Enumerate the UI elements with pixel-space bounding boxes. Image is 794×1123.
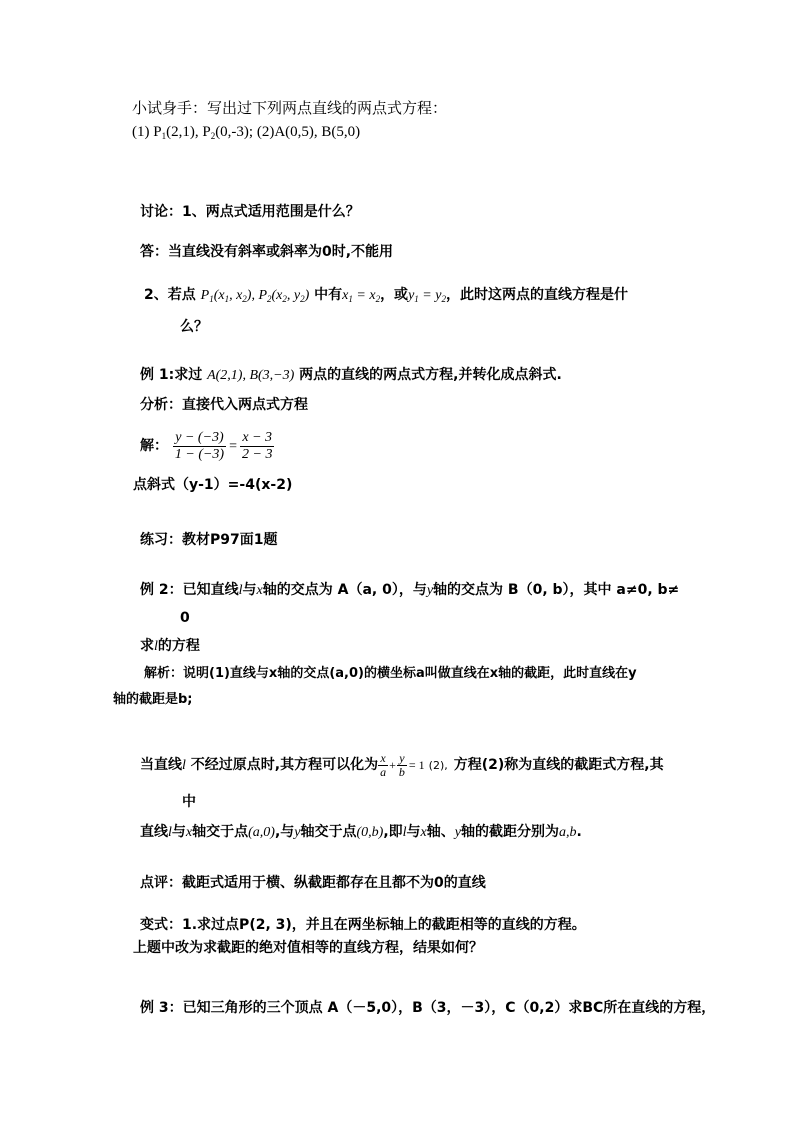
ex1-prefix: 例 1:求过 <box>140 367 203 383</box>
try-p1-label: (1) P <box>132 124 162 140</box>
ex2-mid2: 轴的交点为 A（a, 0），与 <box>262 582 427 598</box>
variant-line2: 上题中改为求截距的绝对值相等的直线方程，结果如何？ <box>133 940 483 956</box>
ex2-prefix: 例 2：已知直线 <box>140 582 239 598</box>
example1-statement <box>140 365 562 386</box>
ex2-mid1: 与 <box>242 582 257 598</box>
try-points <box>132 122 360 142</box>
q2-prefix: 2、若点 <box>144 287 196 303</box>
ex2-y: y <box>426 583 434 598</box>
example1-solution: 解： $\frac{y - (-3)}{1 - (-3)}$ = $\frac{x - 3}{2 - 3}$ <box>140 429 273 462</box>
q2-cond1: $x_1 = x_2$ <box>342 288 381 304</box>
ex1-fraction-x: $\frac{x - 3}{2 - 3}$ <box>242 429 273 462</box>
practice: 练习：教材P97面1题 <box>140 532 278 548</box>
q2-points: $P_1(x_1$, $x_2$), $P_2(x_2$, $y_2$) <box>200 288 310 304</box>
intercept-frac-y: $\frac{y}{b}$ <box>398 750 405 779</box>
example2-analysis-line2: 轴的截距是b; <box>113 692 193 707</box>
discussion-q1: 讨论：1、两点式适用范围是什么？ <box>140 204 360 220</box>
q2-cond2: $y_1 = y_2$ <box>408 288 446 304</box>
try-prompt-text: 写出过下列两点直线的两点式方程： <box>207 99 448 117</box>
try-p1-sub: 1 <box>161 131 167 141</box>
q2-mid1: 中有 <box>314 287 343 303</box>
example2-analysis-line1: 解析：说明(1)直线与x轴的交点(a,0)的横坐标a叫做直线在x轴的截距，此时直线在y <box>144 666 637 681</box>
discussion-q2-cont: 么？ <box>180 319 208 335</box>
try-label: 小试身手： <box>132 99 208 117</box>
ex2-suffix: 轴的交点为 B（0, b），其中 a≠0, b≠ <box>433 582 680 598</box>
example1-point-slope: 点斜式（y-1）=-4(x-2) <box>133 477 293 493</box>
ex2-l: l <box>238 583 243 598</box>
ex1-fraction-y: $\frac{y - (-3)}{1 - (-3)}$ <box>174 429 225 462</box>
q2-suffix: ，此时这两点的直线方程是什 <box>445 287 628 303</box>
example3: 例 3：已知三角形的三个顶点 A（－5,0），B（3，－3），C（0,2）求BC所在直线的方程， <box>140 1000 716 1016</box>
example2-line1-cont: 0 <box>180 610 190 626</box>
intercept-para1-cont: 中 <box>182 794 196 810</box>
try-p2-sub: 2 <box>210 131 216 141</box>
intercept-frac-x: $\frac{x}{a}$ <box>380 750 387 779</box>
ex1-solution-label: 解： <box>140 438 168 454</box>
ex1-points: A(2,1), B(3,−3) <box>207 368 295 383</box>
comment: 点评：截距式适用于横、纵截距都存在且都不为0的直线 <box>140 875 486 891</box>
ex2-x: x <box>256 583 263 598</box>
example2-line1 <box>140 580 679 601</box>
try-p2-coords: (0,-3); (2)A(0,5), B(5,0) <box>215 124 361 140</box>
intercept-para2: 直线l与x轴交于点(a,0),与y轴交于点(0,b),即l与x轴、y轴的截距分别为a,b. <box>140 824 582 840</box>
try-p1-coords: (2,1), P <box>166 124 211 140</box>
try-prompt <box>132 98 447 118</box>
example2-ask: 求l的方程 <box>140 638 200 654</box>
variant-line1: 变式：1.求过点P(2, 3)，并且在两坐标轴上的截距相等的直线的方程。 <box>140 917 586 933</box>
discussion-a1: 答：当直线没有斜率或斜率为0时,不能用 <box>140 244 394 260</box>
example1-analysis: 分析：直接代入两点式方程 <box>140 397 308 413</box>
ex1-suffix: 两点的直线的两点式方程,并转化成点斜式. <box>299 367 562 383</box>
intercept-para1: 当直线l 不经过原点时,其方程可以化为 $\frac{x}{a}$ + $\frac{y}{b}$ = 1 (2), 方程(2)称为直线的截距式方程,其 <box>140 750 664 779</box>
q2-or: ，或 <box>380 287 409 303</box>
discussion-q2 <box>144 285 628 306</box>
